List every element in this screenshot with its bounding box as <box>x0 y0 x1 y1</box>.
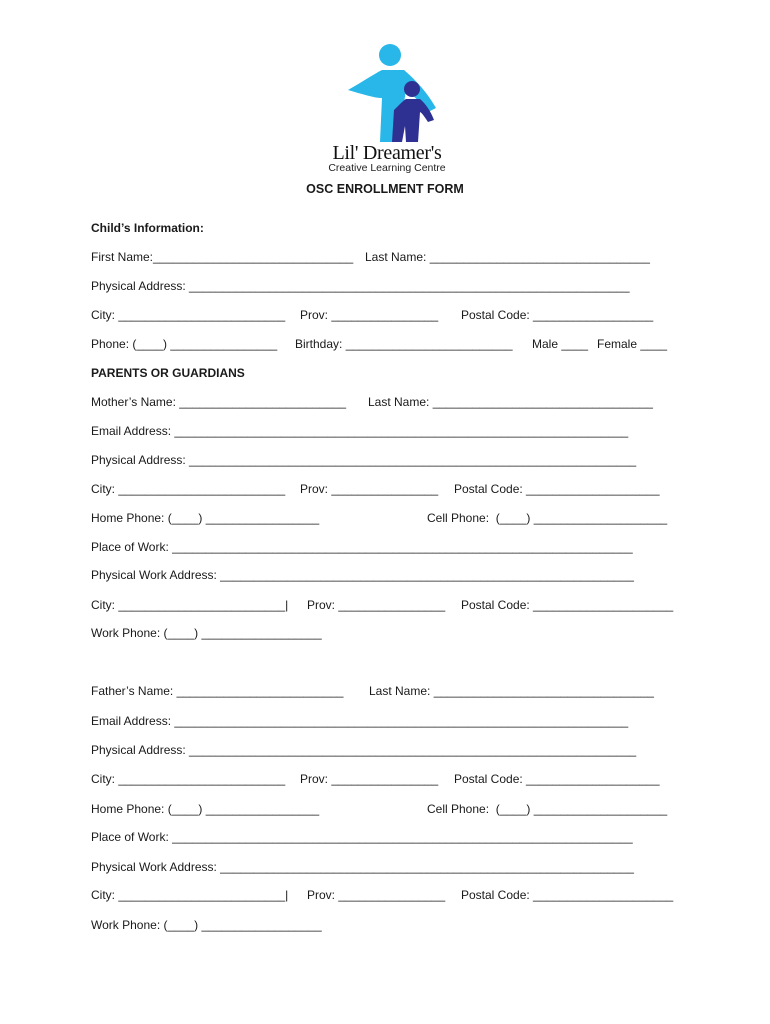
father-cell-phone-field[interactable]: Cell Phone: (____) ____________________ <box>427 802 668 816</box>
father-work-address-field[interactable]: Physical Work Address: ______________________________________________________________ <box>91 860 634 874</box>
mother-work-address-field[interactable]: Physical Work Address: ______________________________________________________________ <box>91 568 634 582</box>
father-email-field[interactable]: Email Address: ____________________________________________________________________ <box>91 714 629 728</box>
father-work-prov-field[interactable]: Prov: ________________ <box>307 888 446 902</box>
child-male-field[interactable]: Male ____ <box>532 337 589 351</box>
mother-city-field[interactable]: City: _________________________ <box>91 482 286 496</box>
mother-cell-phone-field[interactable]: Cell Phone: (____) ____________________ <box>427 511 668 525</box>
brand-name: Lil' Dreamer's <box>332 142 442 164</box>
mother-work-postal-code-field[interactable]: Postal Code: _____________________ <box>461 598 674 612</box>
mother-place-of-work-field[interactable]: Place of Work: _____________________________________________________________________ <box>91 540 633 554</box>
mother-physical-address-field[interactable]: Physical Address: ___________________________________________________________________ <box>91 453 637 467</box>
father-work-postal-code-field[interactable]: Postal Code: _____________________ <box>461 888 674 902</box>
father-postal-code-field[interactable]: Postal Code: ____________________ <box>454 772 660 786</box>
parents-heading: PARENTS OR GUARDIANS <box>91 366 245 380</box>
brand-tagline: Creative Learning Centre <box>328 162 446 174</box>
child-city-field[interactable]: City: _________________________ <box>91 308 286 322</box>
mother-email-field[interactable]: Email Address: ____________________________________________________________________ <box>91 424 629 438</box>
logo <box>322 42 452 174</box>
mother-prov-field[interactable]: Prov: ________________ <box>300 482 439 496</box>
child-female-field[interactable]: Female ____ <box>597 337 668 351</box>
father-place-of-work-field[interactable]: Place of Work: _____________________________________________________________________ <box>91 830 633 844</box>
father-home-phone-field[interactable]: Home Phone: (____) _________________ <box>91 802 320 816</box>
child-birthday-field[interactable]: Birthday: _________________________ <box>295 337 513 351</box>
father-physical-address-field[interactable]: Physical Address: ___________________________________________________________________ <box>91 743 637 757</box>
child-postal-code-field[interactable]: Postal Code: __________________ <box>461 308 654 322</box>
child-info-heading: Child’s Information: <box>91 221 204 235</box>
child-physical-address-field[interactable]: Physical Address: __________________________________________________________________ <box>91 279 630 293</box>
mother-work-phone-field[interactable]: Work Phone: (____) __________________ <box>91 626 322 640</box>
mother-name-field[interactable]: Mother’s Name: _________________________ <box>91 395 347 409</box>
mother-work-prov-field[interactable]: Prov: ________________ <box>307 598 446 612</box>
child-prov-field[interactable]: Prov: ________________ <box>300 308 439 322</box>
father-prov-field[interactable]: Prov: ________________ <box>300 772 439 786</box>
father-last-name-field[interactable]: Last Name: _________________________________ <box>369 684 654 698</box>
father-name-field[interactable]: Father’s Name: _________________________ <box>91 684 344 698</box>
child-first-name-field[interactable]: First Name:______________________________ <box>91 250 354 264</box>
family-figures-icon <box>332 42 442 144</box>
father-work-city-field[interactable]: City: _________________________| <box>91 888 289 902</box>
child-last-name-field[interactable]: Last Name: _________________________________ <box>365 250 650 264</box>
mother-postal-code-field[interactable]: Postal Code: ____________________ <box>454 482 660 496</box>
father-work-phone-field[interactable]: Work Phone: (____) __________________ <box>91 918 322 932</box>
form-title: OSC ENROLLMENT FORM <box>306 182 464 196</box>
mother-home-phone-field[interactable]: Home Phone: (____) _________________ <box>91 511 320 525</box>
father-city-field[interactable]: City: _________________________ <box>91 772 286 786</box>
mother-last-name-field[interactable]: Last Name: _________________________________ <box>368 395 653 409</box>
mother-work-city-field[interactable]: City: _________________________| <box>91 598 289 612</box>
child-phone-field[interactable]: Phone: (____) ________________ <box>91 337 278 351</box>
